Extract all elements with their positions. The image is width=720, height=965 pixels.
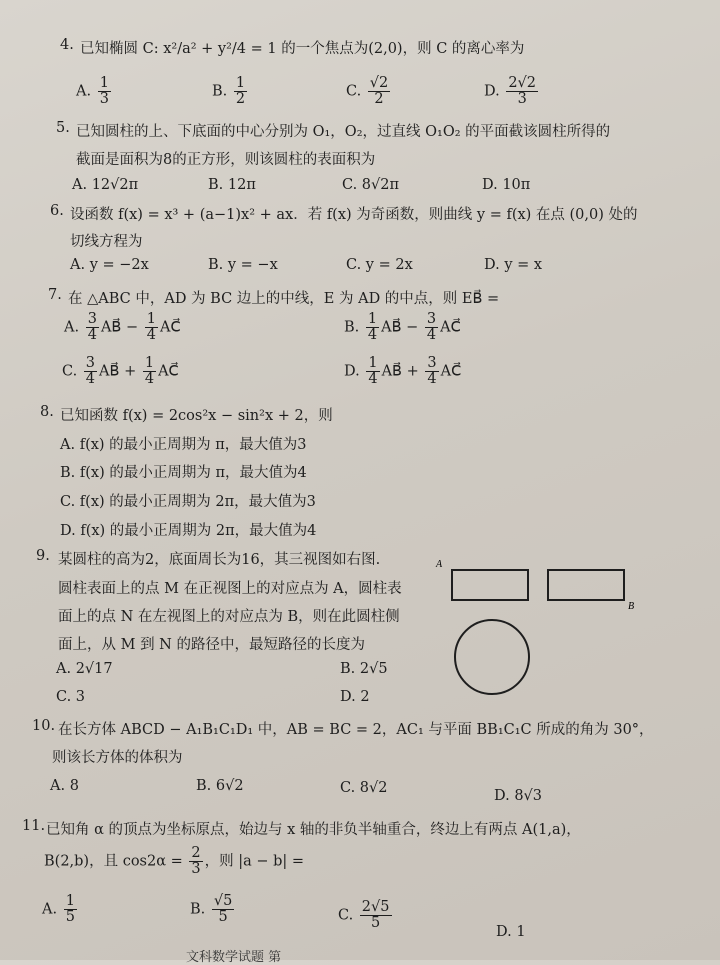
- q10-option-d: D. 8√3: [494, 788, 543, 804]
- q7-stem: 在 △ABC 中，AD 为 BC 边上的中线，E 为 AD 的中点，则 EB⃗ =: [68, 291, 500, 307]
- q9-stem-line1: 某圆柱的高为2，底面周长为16，其三视图如右图.: [58, 552, 381, 568]
- side-view-rect: [548, 570, 624, 600]
- q6-option-c: C. y = 2x: [346, 257, 413, 273]
- q9-stem-line3: 面上的点 N 在左视图上的对应点为 B，则在此圆柱侧: [58, 609, 400, 625]
- q8-option-d: D. f(x) 的最小正周期为 2π，最大值为4: [60, 523, 317, 539]
- q8-option-c: C. f(x) 的最小正周期为 2π，最大值为3: [60, 494, 316, 510]
- q11-option-b: B. $\frac{√5}{5}$: [190, 893, 233, 926]
- q4-option-c: C. $\frac{√2}{2}$: [346, 75, 389, 108]
- q11-stem-line1: 已知角 α 的顶点为坐标原点，始边与 x 轴的非负半轴重合，终边上有两点 A(1,a)，: [46, 822, 581, 838]
- q7-option-b: B. $\frac{1}{4}$ AB⃗ − $\frac{3}{4}$ AC⃗: [344, 311, 461, 344]
- q5-stem-line2: 截面是面积为8的正方形，则该圆柱的表面积为: [76, 152, 376, 168]
- q9-option-a: A. 2√17: [56, 661, 113, 677]
- q8-stem: 已知函数 f(x) = 2cos²x − sin²x + 2，则: [60, 408, 333, 424]
- three-view-figure: [430, 555, 650, 715]
- q4-option-d: D. $\frac{2√2}{3}$: [484, 75, 537, 108]
- q5-option-b: B. 12π: [208, 177, 256, 193]
- top-view-circle: [455, 620, 529, 694]
- page-footer: 文科数学试题 第: [186, 950, 282, 965]
- q6-stem-line1: 设函数 f(x) = x³ + (a−1)x² + ax．若 f(x) 为奇函数，则曲线 y = f(x) 在点 (0,0) 处的: [70, 207, 638, 223]
- q11-option-c: C. $\frac{2√5}{5}$: [338, 899, 390, 932]
- front-view-rect: [452, 570, 528, 600]
- q9-option-b: B. 2√5: [340, 661, 388, 677]
- q10-number: 10.: [32, 718, 56, 734]
- q4-option-b: B. $\frac{1}{2}$: [212, 75, 246, 108]
- q5-option-c: C. 8√2π: [342, 177, 400, 193]
- q8-option-b: B. f(x) 的最小正周期为 π，最大值为4: [60, 465, 307, 481]
- q7-option-c: C. $\frac{3}{4}$ AB⃗ + $\frac{1}{4}$ AC⃗: [62, 355, 179, 388]
- q6-option-d: D. y = x: [484, 257, 543, 273]
- q6-number: 6.: [50, 203, 64, 219]
- q11-stem-line2: B(2,b)，且 cos2α = $\frac{2}{3}$ ，则 |a − b| =: [44, 845, 305, 878]
- q5-option-a: A. 12√2π: [72, 177, 139, 193]
- q10-stem-line2: 则该长方体的体积为: [52, 750, 183, 766]
- q9-stem-line4: 面上，从 M 到 N 的路径中，最短路径的长度为: [58, 637, 365, 653]
- q9-number: 9.: [36, 548, 50, 564]
- q4-stem: 已知椭圆 C: x²/a² + y²/4 = 1 的一个焦点为(2,0)，则 C 的离心率为: [80, 41, 525, 57]
- q11-option-a: A. $\frac{1}{5}$: [42, 893, 75, 926]
- q7-number: 7.: [48, 287, 62, 303]
- q10-stem-line1: 在长方体 ABCD − A₁B₁C₁D₁ 中，AB = BC = 2，AC₁ 与平面 BB₁C₁C 所成的角为 30°，: [58, 722, 654, 738]
- q9-stem-line2: 圆柱表面上的点 M 在正视图上的对应点为 A，圆柱表: [58, 581, 402, 597]
- q7-option-d: D. $\frac{1}{4}$ AB⃗ + $\frac{3}{4}$ AC⃗: [344, 355, 462, 388]
- q10-option-a: A. 8: [50, 778, 79, 794]
- q4-option-a: A. $\frac{1}{3}$: [76, 75, 109, 108]
- q6-stem-line2: 切线方程为: [70, 234, 143, 250]
- point-a-label: A: [436, 559, 443, 570]
- q9-option-c: C. 3: [56, 689, 86, 705]
- q7-option-a: A. $\frac{3}{4}$ AB⃗ − $\frac{1}{4}$ AC⃗: [64, 311, 181, 344]
- q10-option-b: B. 6√2: [196, 778, 244, 794]
- q5-option-d: D. 10π: [482, 177, 531, 193]
- q9-option-d: D. 2: [340, 689, 370, 705]
- q5-stem-line1: 已知圆柱的上、下底面的中心分别为 O₁，O₂，过直线 O₁O₂ 的平面截该圆柱所得的: [76, 124, 611, 140]
- q8-option-a: A. f(x) 的最小正周期为 π，最大值为3: [60, 437, 307, 453]
- q5-number: 5.: [56, 120, 70, 136]
- q4-number: 4.: [60, 37, 74, 53]
- point-b-label: B: [628, 601, 635, 612]
- q11-number: 11.: [22, 818, 46, 834]
- q6-option-a: A. y = −2x: [70, 257, 149, 273]
- q6-option-b: B. y = −x: [208, 257, 278, 273]
- q11-option-d: D. 1: [496, 924, 526, 940]
- q10-option-c: C. 8√2: [340, 780, 388, 796]
- q8-number: 8.: [40, 404, 54, 420]
